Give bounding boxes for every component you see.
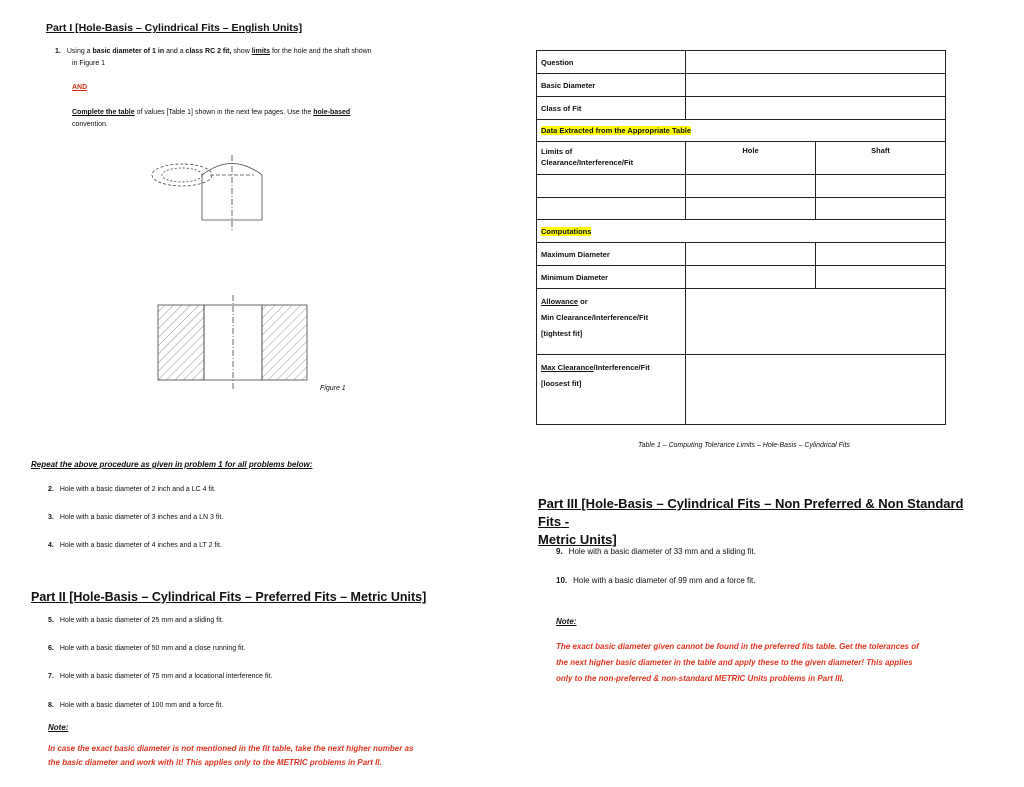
part3-heading-line2: Metric Units]: [538, 532, 617, 547]
basic-diameter-label: Basic Diameter: [537, 74, 686, 97]
data-extracted-header: [537, 120, 946, 142]
question-1: [55, 47, 435, 57]
min-diameter-hole[interactable]: [686, 266, 816, 289]
and-label: AND: [72, 84, 88, 91]
figure-1-drawing: [150, 150, 360, 400]
q1-text-d: for the hole and the shaft shown: [270, 48, 372, 55]
table-row: [537, 51, 946, 74]
problem-7: [48, 672, 272, 682]
q1-text-a: Using a: [66, 48, 93, 55]
part3-heading-line1: Part III [Hole-Basis – Cylindrical Fits – Non Preferred & Non Standard Fits -: [538, 496, 964, 529]
problem-number: 8.: [48, 702, 54, 709]
q1-number: 1.: [55, 48, 61, 55]
problem-8: [48, 701, 223, 711]
problem-text: Hole with a basic diameter of 25 mm and a sliding fit.: [59, 617, 224, 624]
question-value[interactable]: [686, 51, 946, 74]
problem-text: Hole with a basic diameter of 33 mm and a sliding fit.: [568, 547, 756, 556]
max-diameter-hole[interactable]: [686, 243, 816, 266]
empty-cell[interactable]: [686, 175, 816, 198]
tightest-line: [tightest fit]: [541, 329, 583, 338]
computations-header: [537, 220, 946, 243]
problem-text: Hole with a basic diameter of 4 inches and a LT 2 fit.: [59, 542, 222, 549]
q1-bold-a: basic diameter of 1 in: [92, 48, 165, 55]
allowance-line: [541, 294, 681, 310]
q1-limits-link: limits: [251, 48, 270, 55]
problem-5: [48, 616, 224, 626]
q1-line2: in Figure 1: [72, 60, 106, 67]
data-extracted-label: Data Extracted from the Appropriate Table: [541, 126, 692, 135]
problem-text: Hole with a basic diameter of 75 mm and a locational interference fit.: [59, 673, 273, 680]
min-clearance-line: Min Clearance/Interference/Fit: [541, 313, 649, 322]
problem-text: Hole with a basic diameter of 2 inch and a LC 4 fit.: [59, 486, 216, 493]
limits-label: [537, 142, 686, 175]
problem-text: Hole with a basic diameter of 3 inches and a LN 3 fit.: [59, 514, 224, 521]
complete-table-link: Complete the table: [72, 109, 135, 116]
table-row: [537, 97, 946, 120]
empty-cell[interactable]: [816, 175, 946, 198]
part2-heading: Part II [Hole-Basis – Cylindrical Fits – Preferred Fits – Metric Units]: [31, 590, 427, 604]
table-row: [537, 266, 946, 289]
problem-4: [48, 541, 222, 551]
problem-10: [556, 576, 755, 585]
part2-note-line2: the basic diameter and work with it! This applies only to the METRIC problems in Part II.: [48, 758, 382, 767]
shaft-header: Shaft: [816, 142, 946, 175]
empty-cell[interactable]: [537, 175, 686, 198]
table-row: [537, 198, 946, 220]
min-diameter-shaft[interactable]: [816, 266, 946, 289]
empty-cell[interactable]: [816, 198, 946, 220]
allowance-value[interactable]: [686, 289, 946, 355]
figure-1-caption: Figure 1: [320, 385, 346, 392]
hole-drawing: [158, 295, 307, 390]
problem-number: 7.: [48, 673, 54, 680]
problem-3: [48, 513, 223, 523]
problem-text: Hole with a basic diameter of 99 mm and a force fit.: [573, 576, 756, 585]
empty-cell[interactable]: [686, 198, 816, 220]
problem-number: 6.: [48, 645, 54, 652]
class-of-fit-label: Class of Fit: [537, 97, 686, 120]
limits-line2: Clearance/Interference/Fit: [541, 158, 634, 167]
limits-line1: Limits of: [541, 147, 573, 156]
table-row: [537, 175, 946, 198]
table-row: [537, 243, 946, 266]
problem-2: [48, 485, 216, 495]
part3-note-line2: the next higher basic diameter in the table and apply these to the given diameter! This applies: [556, 658, 913, 667]
part3-note-line3: only to the non-preferred & non-standard METRIC Units problems in Part III.: [556, 674, 845, 683]
q1-bold-b: class RC 2 fit,: [185, 48, 232, 55]
part2-note-line1: In case the exact basic diameter is not mentioned in the fit table, take the next higher number as: [48, 744, 414, 753]
max-clearance-rest: /Interference/Fit: [593, 363, 650, 372]
table-caption: Table 1 – Computing Tolerance Limits – Hole-Basis – Cylindrical Fits: [638, 442, 850, 449]
part3-heading: [538, 495, 978, 549]
min-diameter-label: Minimum Diameter: [537, 266, 686, 289]
basic-diameter-value[interactable]: [686, 74, 946, 97]
allowance-label: [537, 289, 686, 355]
problem-number: 10.: [556, 576, 568, 585]
table-row: [537, 142, 946, 175]
problem-9: [556, 547, 756, 556]
question-label: Question: [537, 51, 686, 74]
table-row: [537, 74, 946, 97]
convention-text: convention.: [72, 121, 108, 128]
q1-text-b: and a: [164, 48, 186, 55]
problem-text: Hole with a basic diameter of 50 mm and a close running fit.: [59, 645, 246, 652]
problem-number: 2.: [48, 486, 54, 493]
complete-table-instruction: [72, 108, 432, 118]
table-row: [537, 220, 946, 243]
part1-heading: Part I [Hole-Basis – Cylindrical Fits – English Units]: [46, 22, 303, 34]
repeat-heading: Repeat the above procedure as given in problem 1 for all problems below:: [31, 460, 313, 469]
problem-number: 5.: [48, 617, 54, 624]
max-clearance-line: [541, 360, 681, 376]
part3-note-label: Note:: [556, 617, 577, 626]
part3-note-line1: The exact basic diameter given cannot be found in the preferred fits table. Get the tolerances of: [556, 642, 919, 651]
table-row: [537, 120, 946, 142]
problem-6: [48, 644, 245, 654]
max-diameter-label: Maximum Diameter: [537, 243, 686, 266]
problem-number: 3.: [48, 514, 54, 521]
max-diameter-shaft[interactable]: [816, 243, 946, 266]
allowance-link: Allowance: [541, 297, 579, 306]
problem-number: 4.: [48, 542, 54, 549]
shaft-drawing: [152, 155, 262, 230]
tolerance-table: [536, 50, 946, 425]
complete-table-text: of values [Table 1] shown in the next few pages. Use the: [134, 109, 314, 116]
problem-number: 9.: [556, 547, 563, 556]
table-row: [537, 355, 946, 425]
part2-note-label: Note:: [48, 723, 69, 732]
empty-cell[interactable]: [537, 198, 686, 220]
class-of-fit-value[interactable]: [686, 97, 946, 120]
max-clearance-value[interactable]: [686, 355, 946, 425]
max-clearance-link: Max Clearance: [541, 363, 594, 372]
q1-text-c: show: [231, 48, 252, 55]
allowance-or: or: [578, 297, 588, 306]
loosest-line: [loosest fit]: [541, 379, 582, 388]
max-clearance-label: [537, 355, 686, 425]
hole-header: Hole: [686, 142, 816, 175]
problem-text: Hole with a basic diameter of 100 mm and a force fit.: [59, 702, 224, 709]
hole-based-link: hole-based: [313, 109, 351, 116]
table-row: [537, 289, 946, 355]
computations-label: Computations: [541, 226, 592, 236]
